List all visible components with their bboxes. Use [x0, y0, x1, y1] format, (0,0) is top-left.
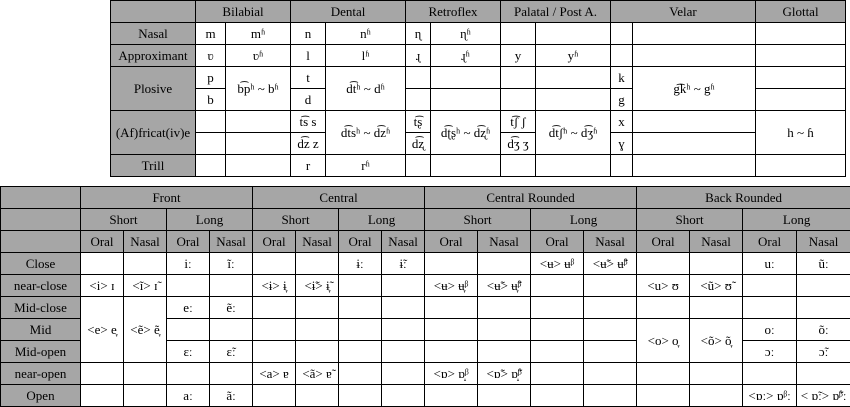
header-cell: Mid	[1, 319, 81, 341]
ipa-cell: <ã> ɐ̃	[296, 363, 339, 385]
empty-cell	[797, 297, 850, 319]
empty-cell	[296, 319, 339, 341]
header-cell: Plosive	[111, 67, 196, 111]
ipa-cell: b	[196, 89, 226, 111]
empty-cell	[339, 297, 382, 319]
ipa-cell: ɔ̃ː	[797, 341, 850, 363]
empty-cell	[253, 341, 296, 363]
ipa-cell: ʋ	[196, 45, 226, 67]
vowel-table	[0, 186, 850, 407]
empty-cell	[478, 341, 531, 363]
header-cell: Retroflex	[406, 1, 501, 23]
empty-cell	[253, 253, 296, 275]
empty-cell	[584, 297, 637, 319]
empty-cell	[425, 253, 478, 275]
empty-cell	[501, 155, 536, 177]
header-cell: near-open	[1, 363, 81, 385]
empty-cell	[425, 297, 478, 319]
empty-cell	[536, 155, 611, 177]
empty-cell	[167, 275, 210, 297]
empty-cell	[633, 155, 756, 177]
header-cell: Bilabial	[196, 1, 291, 23]
empty-cell	[406, 155, 431, 177]
header-cell: Short	[637, 209, 743, 231]
ipa-cell: h ~ ɦ	[756, 111, 846, 155]
ipa-cell: ɔː	[743, 341, 797, 363]
blank-header-cell	[1, 231, 81, 253]
header-cell: Back Rounded	[637, 187, 850, 209]
ipa-cell: ãː	[210, 385, 253, 407]
header-cell: Oral	[339, 231, 382, 253]
ipa-cell: <e> e̞	[81, 297, 124, 363]
empty-cell	[478, 319, 531, 341]
header-cell: Nasal	[478, 231, 531, 253]
ipa-cell: lʱ	[326, 45, 406, 67]
ipa-cell: <ĩ> ɪ̃	[124, 275, 167, 297]
ipa-cell: g	[611, 89, 633, 111]
ipa-cell: <o> o̞	[637, 319, 690, 363]
header-cell: Oral	[253, 231, 296, 253]
empty-cell	[431, 67, 501, 89]
empty-cell	[382, 341, 425, 363]
header-cell: Nasal	[382, 231, 425, 253]
empty-cell	[743, 297, 797, 319]
ipa-cell: t	[291, 67, 326, 89]
empty-cell	[633, 133, 756, 155]
header-cell: Oral	[743, 231, 797, 253]
header-cell: Central Rounded	[425, 187, 637, 209]
ipa-cell: < ɒ̃ː> ɒ̃ᵝː	[797, 385, 850, 407]
header-cell: Oral	[531, 231, 584, 253]
empty-cell	[167, 363, 210, 385]
empty-cell	[339, 385, 382, 407]
header-cell: Nasal	[296, 231, 339, 253]
header-cell: Glottal	[756, 1, 846, 23]
empty-cell	[584, 275, 637, 297]
empty-cell	[124, 385, 167, 407]
empty-cell	[167, 319, 210, 341]
ipa-cell: <u> ʊ	[637, 275, 690, 297]
header-cell: near-close	[1, 275, 81, 297]
ipa-cell: mʱ	[226, 23, 291, 45]
header-cell: Nasal	[124, 231, 167, 253]
empty-cell	[690, 297, 743, 319]
ipa-cell: ɨː	[339, 253, 382, 275]
header-cell: Open	[1, 385, 81, 407]
empty-cell	[81, 363, 124, 385]
header-cell: Central	[253, 187, 425, 209]
empty-cell	[296, 385, 339, 407]
empty-cell	[756, 155, 846, 177]
empty-cell	[501, 67, 536, 89]
ipa-cell: <ʉ̃> ʉ̃ᵝ	[584, 253, 637, 275]
empty-cell	[756, 45, 846, 67]
empty-cell	[210, 319, 253, 341]
ipa-cell: d͡tsʰ ~ d͡zʱ	[326, 111, 406, 155]
ipa-cell: ʋʱ	[226, 45, 291, 67]
empty-cell	[196, 111, 226, 133]
empty-cell	[196, 155, 226, 177]
ipa-cell: <i> ɪ	[81, 275, 124, 297]
empty-cell	[637, 385, 690, 407]
empty-cell	[531, 319, 584, 341]
ipa-cell: eː	[167, 297, 210, 319]
ipa-cell: <ẽ> ẽ̞	[124, 297, 167, 363]
empty-cell	[743, 275, 797, 297]
ipa-cell: t͡s s	[291, 111, 326, 133]
empty-cell	[501, 89, 536, 111]
empty-cell	[382, 319, 425, 341]
empty-cell	[296, 341, 339, 363]
empty-cell	[339, 319, 382, 341]
empty-cell	[536, 89, 611, 111]
ipa-cell: ɛ̃ː	[210, 341, 253, 363]
empty-cell	[584, 363, 637, 385]
header-cell: Approximant	[111, 45, 196, 67]
empty-cell	[478, 297, 531, 319]
ipa-cell: ɣ	[611, 133, 633, 155]
blank-header-cell	[111, 1, 196, 23]
empty-cell	[296, 253, 339, 275]
header-cell: Oral	[425, 231, 478, 253]
ipa-cell: b͡pʰ ~ bʱ	[226, 67, 291, 111]
empty-cell	[611, 45, 633, 67]
ipa-cell: k	[611, 67, 633, 89]
empty-cell	[382, 363, 425, 385]
ipa-cell: <ʉ̃> ʉ̞̃ᵝ	[478, 275, 531, 297]
ipa-cell: d	[291, 89, 326, 111]
empty-cell	[226, 155, 291, 177]
header-cell: Dental	[291, 1, 406, 23]
empty-cell	[797, 275, 850, 297]
empty-cell	[584, 341, 637, 363]
header-cell: Nasal	[210, 231, 253, 253]
ipa-cell: <ɒ̃> ɒ̝̃ᵝ	[478, 363, 531, 385]
ipa-cell: yʱ	[536, 45, 611, 67]
header-cell: Short	[81, 209, 167, 231]
ipa-cell: oː	[743, 319, 797, 341]
blank-header-cell	[1, 187, 81, 209]
empty-cell	[425, 319, 478, 341]
ipa-cell: <a> ɐ	[253, 363, 296, 385]
ipa-cell: l	[291, 45, 326, 67]
header-cell: Short	[253, 209, 339, 231]
ipa-cell: d͡ʒ ʒ	[501, 133, 536, 155]
empty-cell	[743, 363, 797, 385]
ipa-cell: t͡ʂ	[406, 111, 431, 133]
empty-cell	[406, 67, 431, 89]
ipa-cell: ɨ̃ː	[382, 253, 425, 275]
header-cell: Short	[425, 209, 531, 231]
ipa-cell: <õ> õ̞	[690, 319, 743, 363]
ipa-cell: d͡ʐ	[406, 133, 431, 155]
ipa-cell: t͡ʃ ʃ	[501, 111, 536, 133]
header-cell: Nasal	[797, 231, 850, 253]
ipa-cell: rʱ	[326, 155, 406, 177]
empty-cell	[611, 23, 633, 45]
header-cell: Close	[1, 253, 81, 275]
ipa-cell: p	[196, 67, 226, 89]
empty-cell	[584, 385, 637, 407]
blank-header-cell	[1, 209, 81, 231]
ipa-cell: d͡ʈʂʰ ~ d͡ʐʱ	[431, 111, 501, 155]
ipa-cell: ɳʱ	[431, 23, 501, 45]
empty-cell	[531, 385, 584, 407]
empty-cell	[406, 89, 431, 111]
empty-cell	[296, 297, 339, 319]
empty-cell	[425, 341, 478, 363]
ipa-cell: nʱ	[326, 23, 406, 45]
empty-cell	[531, 341, 584, 363]
empty-cell	[253, 297, 296, 319]
ipa-cell: ɻʱ	[431, 45, 501, 67]
header-cell: Long	[743, 209, 850, 231]
empty-cell	[196, 133, 226, 155]
header-cell: Front	[81, 187, 253, 209]
ipa-cell: ĩː	[210, 253, 253, 275]
ipa-cell: <ũ> ʊ̃	[690, 275, 743, 297]
empty-cell	[253, 385, 296, 407]
header-cell: Oral	[81, 231, 124, 253]
empty-cell	[210, 363, 253, 385]
empty-cell	[425, 385, 478, 407]
header-cell: Nasal	[111, 23, 196, 45]
ipa-cell: ɛː	[167, 341, 210, 363]
empty-cell	[756, 89, 846, 111]
ipa-cell: d͡tʰ ~ dʱ	[326, 67, 406, 111]
header-cell: Long	[531, 209, 637, 231]
empty-cell	[339, 275, 382, 297]
ipa-cell: r	[291, 155, 326, 177]
header-cell: Nasal	[690, 231, 743, 253]
header-cell: Long	[339, 209, 425, 231]
empty-cell	[633, 23, 756, 45]
empty-cell	[431, 155, 501, 177]
empty-cell	[478, 253, 531, 275]
empty-cell	[690, 363, 743, 385]
empty-cell	[584, 319, 637, 341]
ipa-cell: y	[501, 45, 536, 67]
empty-cell	[81, 385, 124, 407]
empty-cell	[633, 111, 756, 133]
ipa-cell: m	[196, 23, 226, 45]
empty-cell	[124, 363, 167, 385]
empty-cell	[531, 275, 584, 297]
empty-cell	[531, 297, 584, 319]
empty-cell	[382, 275, 425, 297]
ipa-cell: n	[291, 23, 326, 45]
empty-cell	[124, 253, 167, 275]
empty-cell	[210, 275, 253, 297]
empty-cell	[478, 385, 531, 407]
ipa-cell: ũː	[797, 253, 850, 275]
header-cell: (Af)fricat(iv)e	[111, 111, 196, 155]
empty-cell	[431, 89, 501, 111]
header-cell: Long	[167, 209, 253, 231]
empty-cell	[536, 67, 611, 89]
empty-cell	[501, 23, 536, 45]
ipa-cell: x	[611, 111, 633, 133]
ipa-cell: iː	[167, 253, 210, 275]
ipa-cell: <ɒː> ɒᵝː	[743, 385, 797, 407]
header-cell: Mid-close	[1, 297, 81, 319]
ipa-cell: d͡tʃʰ ~ d͡ʒʱ	[536, 111, 611, 155]
consonant-table	[110, 0, 846, 177]
empty-cell	[531, 363, 584, 385]
empty-cell	[253, 319, 296, 341]
empty-cell	[756, 23, 846, 45]
ipa-cell: g͡kʰ ~ gʱ	[633, 67, 756, 111]
header-cell: Mid-open	[1, 341, 81, 363]
ipa-cell: aː	[167, 385, 210, 407]
empty-cell	[611, 155, 633, 177]
empty-cell	[382, 385, 425, 407]
empty-cell	[339, 363, 382, 385]
empty-cell	[536, 23, 611, 45]
empty-cell	[226, 133, 291, 155]
header-cell: Trill	[111, 155, 196, 177]
empty-cell	[226, 111, 291, 133]
ipa-cell: d͡z z	[291, 133, 326, 155]
ipa-cell: õː	[797, 319, 850, 341]
empty-cell	[339, 341, 382, 363]
ipa-cell: ẽː	[210, 297, 253, 319]
header-cell: Palatal / Post A.	[501, 1, 611, 23]
ipa-cell: uː	[743, 253, 797, 275]
ipa-cell: ɳ	[406, 23, 431, 45]
empty-cell	[633, 45, 756, 67]
empty-cell	[690, 385, 743, 407]
empty-cell	[81, 253, 124, 275]
empty-cell	[797, 363, 850, 385]
empty-cell	[637, 363, 690, 385]
ipa-cell: ɻ	[406, 45, 431, 67]
ipa-cell: <ɨ̃> ɨ̞̃	[296, 275, 339, 297]
empty-cell	[637, 253, 690, 275]
ipa-cell: <ʉ> ʉᵝ	[531, 253, 584, 275]
header-cell: Nasal	[584, 231, 637, 253]
header-cell: Oral	[637, 231, 690, 253]
empty-cell	[382, 297, 425, 319]
empty-cell	[756, 67, 846, 89]
header-cell: Oral	[167, 231, 210, 253]
ipa-cell: <ɨ> ɨ̞	[253, 275, 296, 297]
header-cell: Velar	[611, 1, 756, 23]
ipa-cell: <ɒ> ɒ̝ᵝ	[425, 363, 478, 385]
empty-cell	[637, 297, 690, 319]
empty-cell	[690, 253, 743, 275]
ipa-cell: <ʉ> ʉ̞ᵝ	[425, 275, 478, 297]
